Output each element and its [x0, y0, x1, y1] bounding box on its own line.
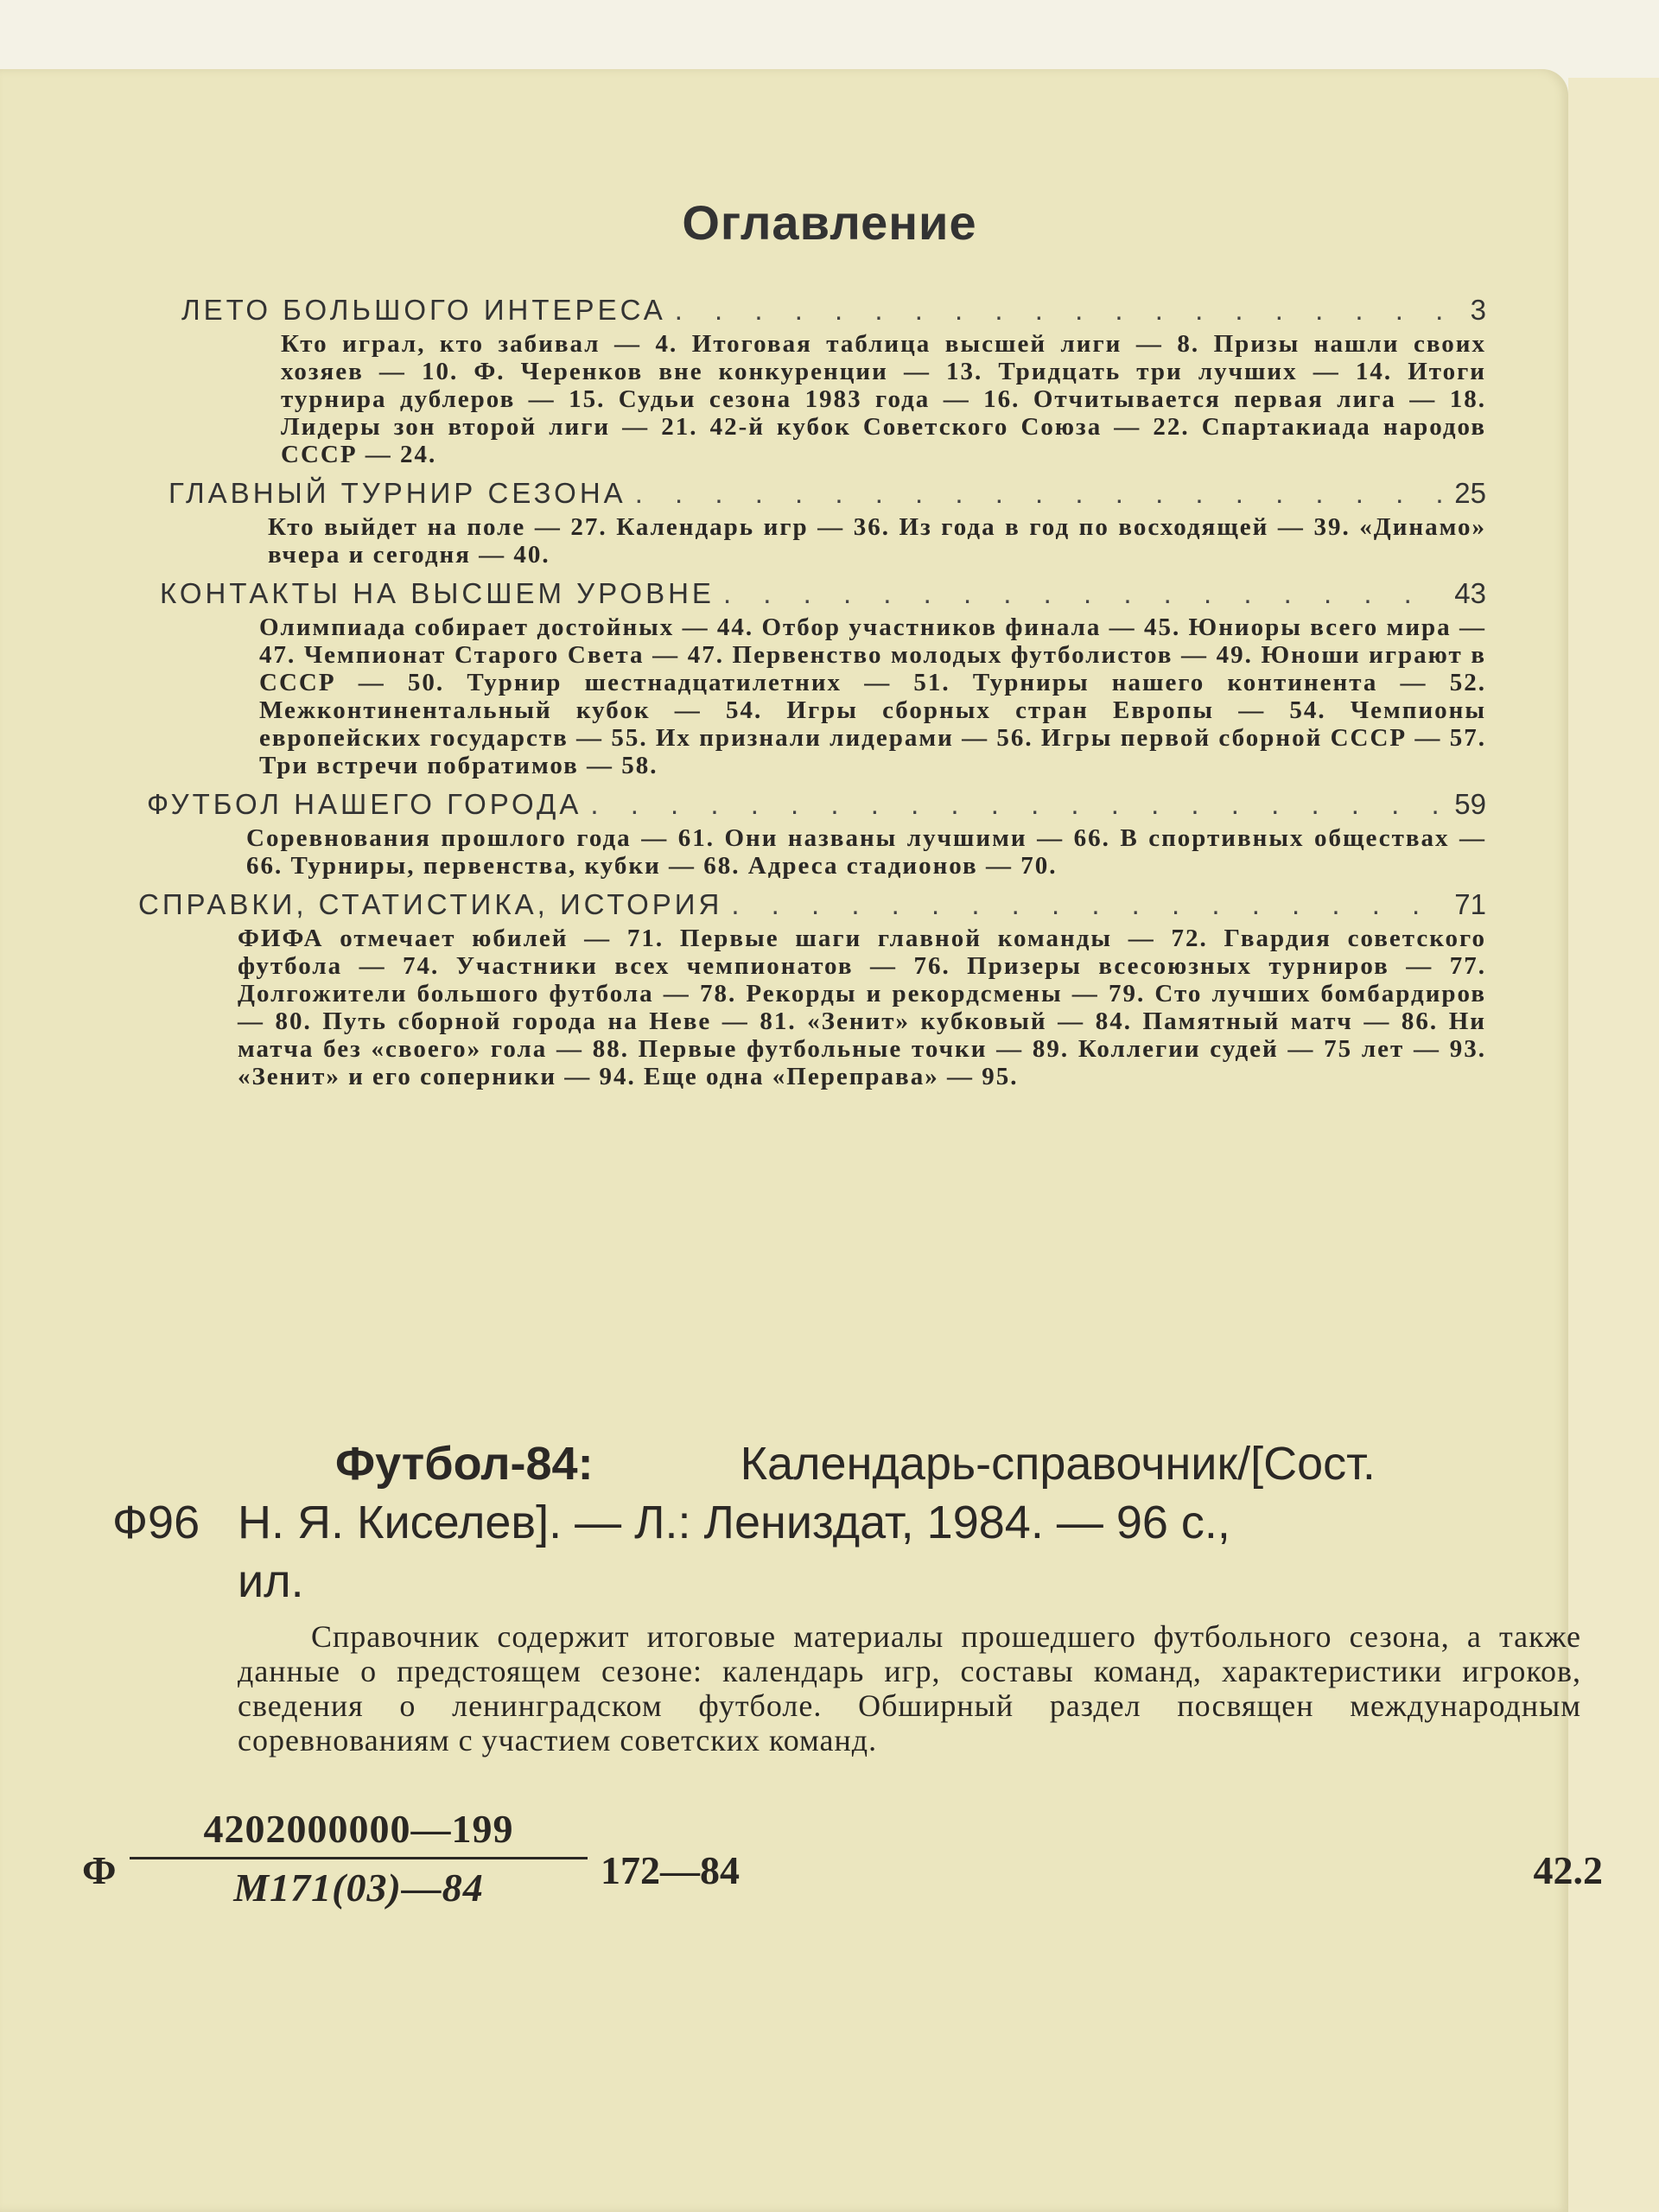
toc-section-text: Кто выйдет на поле — 27. Календарь игр — 36. Из года в год по восходящей — 39. «Динамо» вчера и сегодня — 40. [268, 513, 1486, 569]
toc-section-title: КОНТАКТЫ НА ВЫСШЕМ УРОВНЕ [160, 577, 715, 609]
toc-section-heading [138, 888, 1486, 925]
toc-section-title: ФУТБОЛ НАШЕГО ГОРОДА [147, 788, 582, 820]
leader-dots [731, 888, 1446, 921]
toc-page-number: 71 [1454, 888, 1486, 920]
toc-section-text: Олимпиада собирает достойных — 44. Отбор участников финала — 45. Юниоры всего мира — 47. Чемпионат Старого Света — 47. Первенство молодых футболистов — 49. Юноши играют в СССР — 50. Турнир шестнадцатилетних — 51. Турниры нашего континента — 52. Межконтинентальный кубок — 54. Игры сборных стран Европы — 54. Чемпионы европейских государств — 55. Их признали лидерами — 56. Игры первой сборной СССР — 57. Три встречи побратимов — 58. [259, 613, 1486, 779]
toc-section-heading [160, 577, 1486, 613]
toc-section [160, 577, 1486, 779]
biblio-title-line [112, 1434, 1581, 1493]
toc-section [181, 294, 1486, 468]
biblio-subtitle: Календарь-справочник/[Сост. [740, 1438, 1376, 1490]
index-fraction [130, 1806, 588, 1910]
toc-section [147, 788, 1486, 880]
toc-page-number: 43 [1454, 577, 1486, 609]
fraction-line [130, 1857, 588, 1859]
leader-dots [723, 577, 1446, 610]
bibliographic-record [112, 1434, 1581, 1758]
toc-section-title: ЛЕТО БОЛЬШОГО ИНТЕРЕСА [181, 294, 666, 326]
biblio-annotation: Справочник содержит итоговые материалы прошедшего футбольного сезона, а также данные о предстоящем сезоне: календарь игр, составы команд, характеристики игроков, сведения о ленинградском футболе. Обширный раздел посвящен международным соревнованиям с участием советских команд. [238, 1619, 1581, 1758]
toc-section-heading [181, 294, 1486, 330]
toc-page-number: 25 [1454, 477, 1486, 509]
index-classification: 42.2 [1533, 1848, 1603, 1892]
biblio-imprint: Н. Я. Киселев]. — Л.: Лениздат, 1984. — 96 с., [238, 1497, 1230, 1548]
classification-index [82, 1806, 1603, 1927]
toc-section-title: ГЛАВНЫЙ ТУРНИР СЕЗОНА [168, 477, 626, 509]
biblio-illustrations: ил. [238, 1555, 304, 1607]
leader-dots [635, 477, 1446, 510]
toc-section-title: СПРАВКИ, СТАТИСТИКА, ИСТОРИЯ [138, 888, 723, 920]
toc-section [168, 477, 1486, 569]
toc-page-number: 3 [1470, 294, 1486, 326]
toc-page-number: 59 [1454, 788, 1486, 820]
index-letter: Ф [82, 1848, 117, 1892]
toc-section-text: Соревнования прошлого года — 61. Они названы лучшими — 66. В спортивных обществах — 66. Турниры, первенства, кубки — 68. Адреса стадионов — 70. [246, 824, 1486, 880]
table-of-contents [138, 294, 1486, 1099]
index-numerator: 4202000000—199 [203, 1807, 514, 1851]
biblio-imprint-line [112, 1493, 1581, 1552]
page-title: Оглавление [682, 195, 977, 250]
toc-section [138, 888, 1486, 1090]
toc-section-heading [168, 477, 1486, 513]
leader-dots [675, 294, 1462, 327]
toc-section-text: Кто играл, кто забивал — 4. Итоговая таблица высшей лиги — 8. Призы нашли своих хозяев — 10. Ф. Черенков вне конкуренции — 13. Тридцать три лучших — 14. Итоги турнира дублеров — 15. Судьи сезона 1983 года — 16. Отчитывается первая лига — 18. Лидеры зон второй лиги — 21. 42-й кубок Советского Союза — 22. Спартакиада народов СССР — 24. [281, 330, 1486, 468]
toc-section-heading [147, 788, 1486, 824]
biblio-title: Футбол-84: [335, 1438, 594, 1490]
toc-section-text: ФИФА отмечает юбилей — 71. Первые шаги главной команды — 72. Гвардия советского футбола — 74. Участники всех чемпионатов — 76. Призеры всесоюзных турниров — 77. Долгожители большого футбола — 78. Рекорды и рекордсмены — 79. Сто лучших бомбардиров — 80. Путь сборной города на Неве — 81. «Зенит» кубковый — 84. Памятный матч — 86. Ни матча без «своего» гола — 88. Первые футбольные точки — 89. Коллегии судей — 75 лет — 93. «Зенит» и его соперники — 94. Еще одна «Переправа» — 95. [238, 925, 1486, 1090]
index-order-number: 172—84 [601, 1848, 740, 1892]
biblio-code: Ф96 [112, 1497, 200, 1548]
index-denominator: М171(03)—84 [233, 1866, 484, 1910]
leader-dots [590, 788, 1446, 821]
